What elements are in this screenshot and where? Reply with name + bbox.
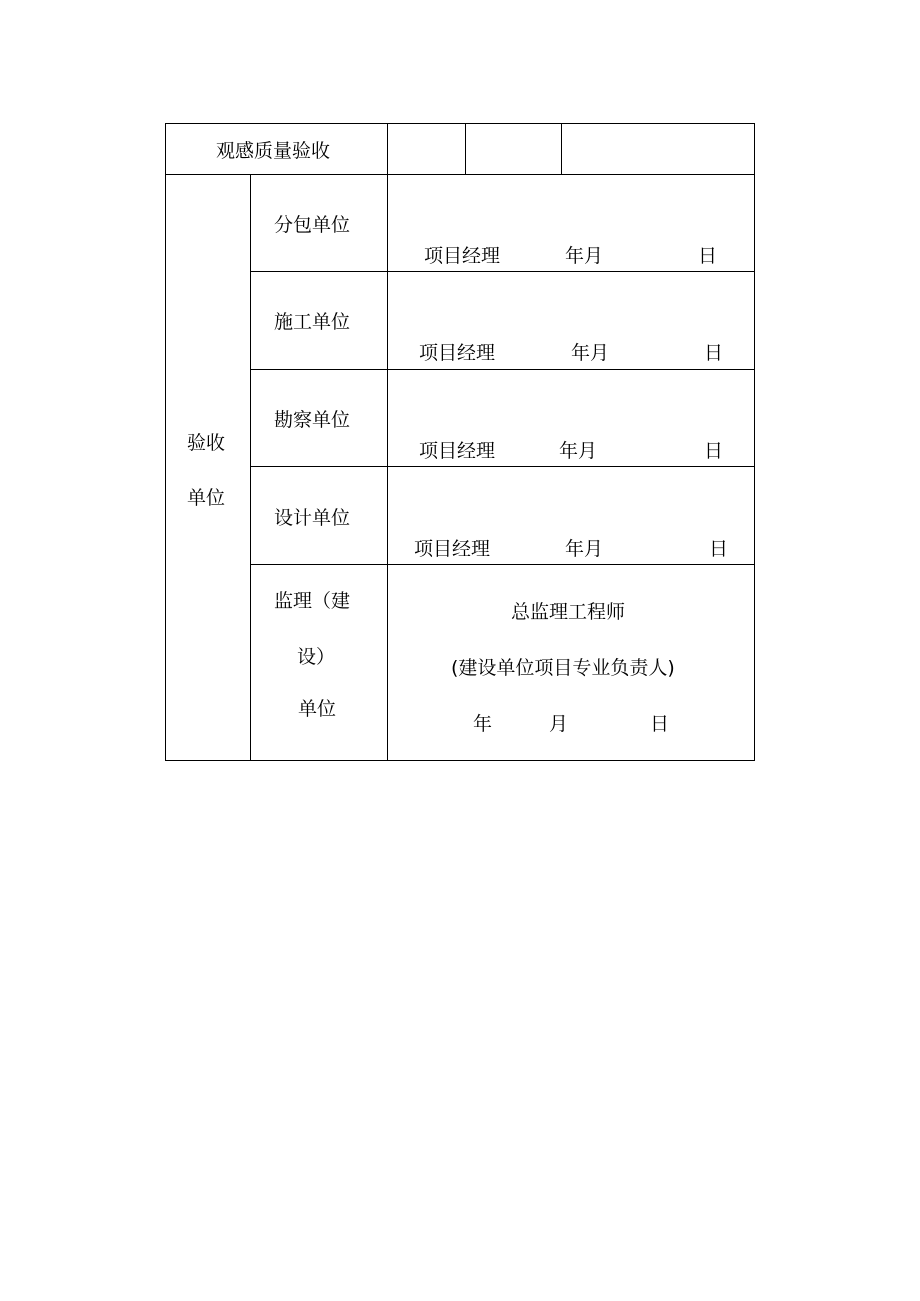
day-label: 日 [704, 440, 724, 462]
year-month-label: 年月 [565, 245, 604, 267]
year-month-label: 年月 [559, 440, 598, 462]
chief-supervisor-label: 总监理工程师 [511, 601, 626, 623]
table-border-top [165, 123, 755, 124]
year-month-label: 年月 [565, 538, 604, 560]
month-label: 月 [549, 713, 569, 735]
column-divider [250, 174, 251, 761]
row-divider [250, 564, 755, 565]
column-divider [465, 123, 466, 175]
unit-label-construction: 施工单位 [274, 311, 351, 333]
table-border-left [165, 123, 166, 761]
unit-label-supervision-line2: 设） [297, 646, 336, 668]
acceptance-unit-label-line1: 验收 [187, 432, 226, 454]
unit-label-supervision-line3: 单位 [298, 698, 337, 720]
row-divider [250, 271, 755, 272]
table-border-right [754, 123, 755, 761]
row-divider [250, 466, 755, 467]
unit-label-survey: 勘察单位 [274, 409, 351, 431]
quality-acceptance-label: 观感质量验收 [216, 140, 331, 162]
row-divider [250, 369, 755, 370]
day-label: 日 [698, 245, 718, 267]
row-divider [165, 174, 755, 175]
column-divider [387, 123, 388, 761]
project-manager-label: 项目经理 [414, 538, 491, 560]
day-label: 日 [709, 538, 729, 560]
owner-representative-label: (建设单位项目专业负责人) [451, 657, 675, 679]
acceptance-unit-label-line2: 单位 [187, 487, 226, 509]
year-month-label: 年月 [571, 342, 610, 364]
unit-label-design: 设计单位 [274, 507, 351, 529]
project-manager-label: 项目经理 [419, 342, 496, 364]
day-label: 日 [704, 342, 724, 364]
unit-label-supervision-line1: 监理（建 [274, 590, 351, 612]
table-border-bottom [165, 760, 755, 761]
day-label: 日 [650, 713, 670, 735]
project-manager-label: 项目经理 [424, 245, 501, 267]
column-divider [561, 123, 562, 175]
project-manager-label: 项目经理 [419, 440, 496, 462]
unit-label-subcontractor: 分包单位 [274, 214, 351, 236]
year-label: 年 [473, 713, 493, 735]
